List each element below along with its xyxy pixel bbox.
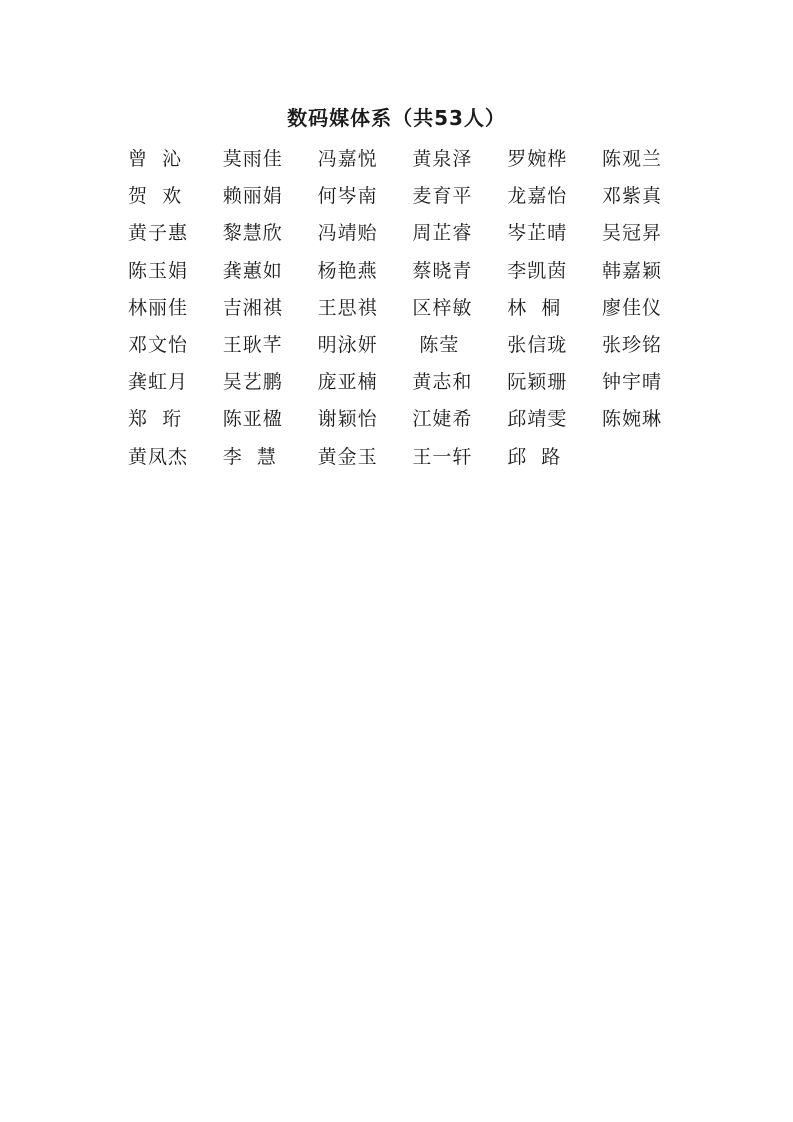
- name-entry: 杨艳燕: [317, 259, 378, 282]
- name-entry: 韩嘉颖: [601, 259, 662, 282]
- name-entry: 阮颖珊: [507, 371, 568, 394]
- name-entry: 岑芷晴: [507, 222, 568, 245]
- name-entry: 谢颖怡: [317, 408, 378, 431]
- name-entry: 邱 路: [507, 445, 562, 468]
- name-entry: 李 慧: [222, 445, 277, 468]
- name-entry: 黄金玉: [317, 445, 378, 468]
- name-entry: 黄泉泽: [412, 148, 473, 170]
- name-entry: 王思祺: [317, 296, 378, 319]
- name-entry: 江婕希: [412, 408, 473, 431]
- name-entry: 吴艺鹏: [222, 371, 283, 394]
- name-entry: 邓文怡: [128, 333, 189, 356]
- name-entry: 林丽佳: [128, 296, 189, 319]
- name-entry: 王一轩: [412, 445, 473, 468]
- name-entry: 钟宇晴: [601, 371, 662, 394]
- name-entry: 曾 沁: [128, 148, 183, 170]
- name-entry: 黄凤杰: [128, 445, 189, 468]
- name-entry: 冯嘉悦: [317, 148, 378, 170]
- name-entry: 邓紫真: [601, 185, 662, 208]
- name-entry: 李凯茵: [507, 259, 568, 282]
- name-entry: 蔡晓青: [412, 259, 473, 282]
- name-entry: 明泳妍: [317, 333, 378, 356]
- page-title: 数码媒体系（共53人）: [287, 106, 506, 130]
- name-entry: 张珍铭: [601, 333, 662, 356]
- name-entry: 罗婉桦: [507, 148, 568, 170]
- name-entry: 陈亚楹: [222, 408, 283, 431]
- name-entry: 郑 珩: [128, 408, 183, 431]
- name-entry: 王耿芊: [222, 333, 283, 356]
- name-entry: 区梓敏: [412, 296, 473, 319]
- name-entry: 龙嘉怡: [507, 185, 568, 208]
- name-entry: 张信珑: [507, 333, 568, 356]
- name-entry: 黄志和: [412, 371, 473, 394]
- name-entry: 林 桐: [507, 296, 562, 319]
- name-entry: 莫雨佳: [222, 148, 283, 170]
- name-entry: 吴冠昇: [601, 222, 662, 245]
- name-entry: 邱靖雯: [507, 408, 568, 431]
- name-entry: 庞亚楠: [317, 371, 378, 394]
- name-entry: 廖佳仪: [601, 296, 662, 319]
- name-entry: 冯靖贻: [317, 222, 378, 245]
- name-entry: 贺 欢: [128, 185, 183, 208]
- name-entry: 吉湘祺: [222, 296, 283, 319]
- name-entry: 龚虹月: [128, 371, 189, 394]
- name-entry: 陈婉琳: [601, 408, 662, 431]
- name-entry: 陈玉娟: [128, 259, 189, 282]
- name-entry: 陈莹: [412, 333, 460, 356]
- name-entry: 龚蕙如: [222, 259, 283, 282]
- name-list: [128, 141, 688, 476]
- name-entry: 周芷睿: [412, 222, 473, 245]
- name-entry: 黎慧欣: [222, 222, 283, 245]
- name-entry: 麦育平: [412, 185, 473, 208]
- name-entry: 赖丽娟: [222, 185, 283, 208]
- name-entry: 何岑南: [317, 185, 378, 208]
- name-entry: 陈观兰: [601, 148, 662, 170]
- name-entry: 黄子惠: [128, 222, 189, 245]
